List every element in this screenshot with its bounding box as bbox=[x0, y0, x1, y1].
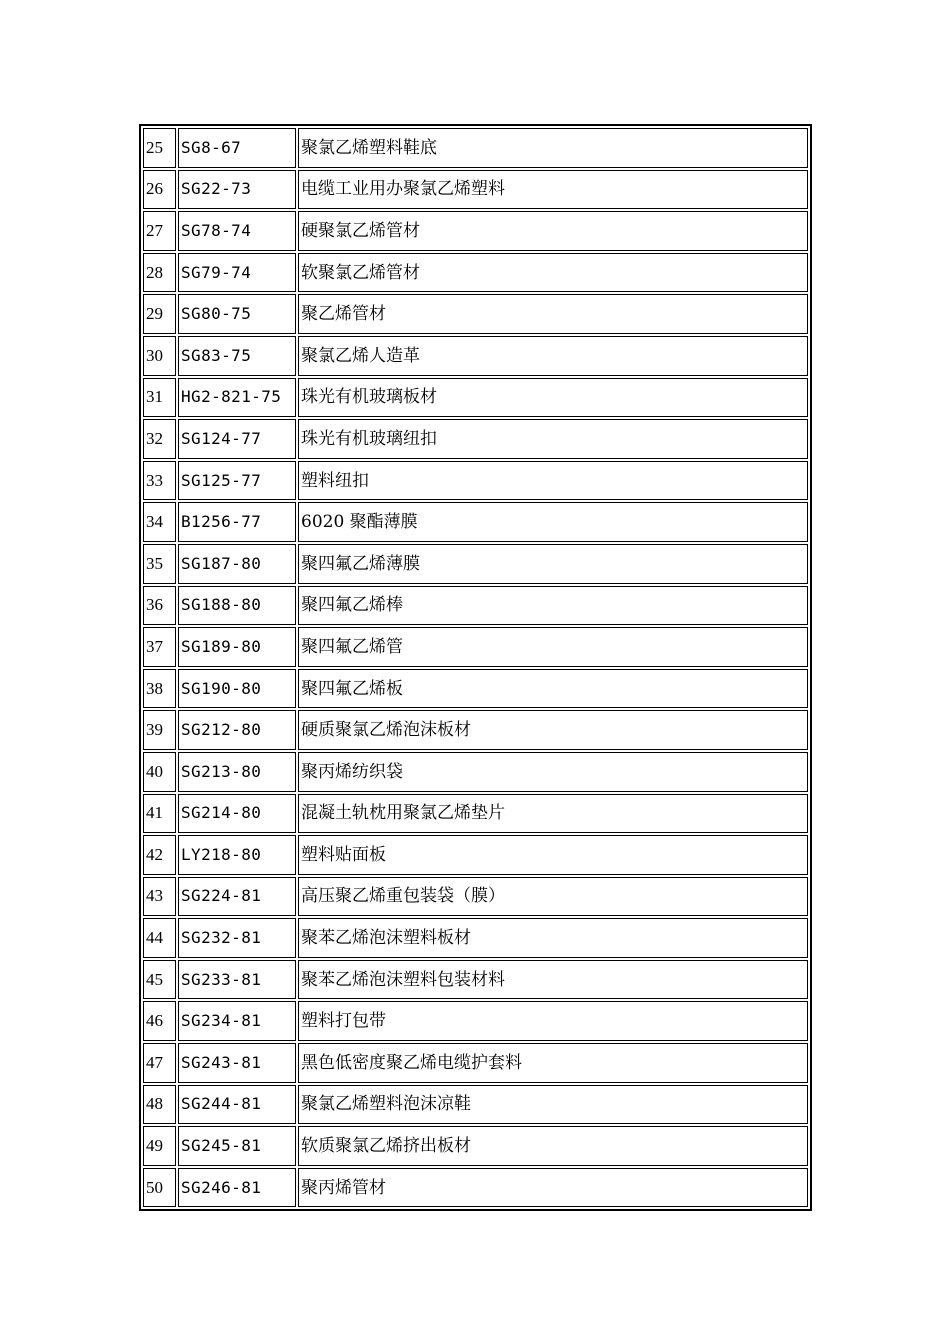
standard-code-cell: SG224-81 bbox=[178, 877, 296, 917]
standard-code-cell: SG8-67 bbox=[178, 128, 296, 168]
row-number-cell: 41 bbox=[143, 794, 176, 834]
standard-code-cell: SG188-80 bbox=[178, 586, 296, 626]
table-row bbox=[143, 835, 808, 875]
row-number-cell: 31 bbox=[143, 378, 176, 418]
standard-code-cell: SG233-81 bbox=[178, 960, 296, 1000]
row-number-cell: 48 bbox=[143, 1085, 176, 1125]
row-number-cell: 43 bbox=[143, 877, 176, 917]
row-number-cell: 26 bbox=[143, 170, 176, 210]
standard-name-cell: 聚苯乙烯泡沫塑料包装材料 bbox=[298, 960, 808, 1000]
standard-code-cell: SG22-73 bbox=[178, 170, 296, 210]
standard-name-cell: 聚乙烯管材 bbox=[298, 294, 808, 334]
standard-code-cell: SG125-77 bbox=[178, 461, 296, 501]
standard-code-cell: SG187-80 bbox=[178, 544, 296, 584]
standard-name-cell: 混凝土轨枕用聚氯乙烯垫片 bbox=[298, 794, 808, 834]
standard-code-cell: SG214-80 bbox=[178, 794, 296, 834]
row-number-cell: 46 bbox=[143, 1001, 176, 1041]
table-row bbox=[143, 794, 808, 834]
table-row bbox=[143, 419, 808, 459]
row-number-cell: 44 bbox=[143, 918, 176, 958]
standard-code-cell: SG246-81 bbox=[178, 1168, 296, 1208]
table-row bbox=[143, 1126, 808, 1166]
standard-name-cell: 硬质聚氯乙烯泡沫板材 bbox=[298, 710, 808, 750]
table-row bbox=[143, 1001, 808, 1041]
row-number-cell: 30 bbox=[143, 336, 176, 376]
standard-name-cell: 聚丙烯管材 bbox=[298, 1168, 808, 1208]
standard-code-cell: SG232-81 bbox=[178, 918, 296, 958]
table-row bbox=[143, 461, 808, 501]
standard-name-cell: 塑料贴面板 bbox=[298, 835, 808, 875]
standard-code-cell: SG78-74 bbox=[178, 211, 296, 251]
row-number-cell: 34 bbox=[143, 502, 176, 542]
row-number-cell: 47 bbox=[143, 1043, 176, 1083]
row-number-cell: 36 bbox=[143, 586, 176, 626]
standard-name-cell: 软聚氯乙烯管材 bbox=[298, 253, 808, 293]
standard-code-cell: SG244-81 bbox=[178, 1085, 296, 1125]
standard-code-cell: SG79-74 bbox=[178, 253, 296, 293]
row-number-cell: 33 bbox=[143, 461, 176, 501]
standards-table bbox=[139, 124, 812, 1211]
standard-name-cell: 珠光有机玻璃纽扣 bbox=[298, 419, 808, 459]
table-row bbox=[143, 128, 808, 168]
table-row bbox=[143, 502, 808, 542]
row-number-cell: 37 bbox=[143, 627, 176, 667]
standard-code-cell: SG234-81 bbox=[178, 1001, 296, 1041]
standard-name-cell: 聚氯乙烯塑料鞋底 bbox=[298, 128, 808, 168]
standard-code-cell: SG189-80 bbox=[178, 627, 296, 667]
standard-code-cell: SG212-80 bbox=[178, 710, 296, 750]
row-number-cell: 39 bbox=[143, 710, 176, 750]
table-row bbox=[143, 752, 808, 792]
table-row bbox=[143, 710, 808, 750]
row-number-cell: 45 bbox=[143, 960, 176, 1000]
row-number-cell: 42 bbox=[143, 835, 176, 875]
standard-name-cell: 聚氯乙烯人造革 bbox=[298, 336, 808, 376]
standard-code-cell: SG83-75 bbox=[178, 336, 296, 376]
table-row bbox=[143, 1168, 808, 1208]
table-row bbox=[143, 960, 808, 1000]
standard-code-cell: SG243-81 bbox=[178, 1043, 296, 1083]
table-row bbox=[143, 918, 808, 958]
row-number-cell: 32 bbox=[143, 419, 176, 459]
standard-name-cell: 聚氯乙烯塑料泡沫凉鞋 bbox=[298, 1085, 808, 1125]
standard-name-cell: 珠光有机玻璃板材 bbox=[298, 378, 808, 418]
standard-name-cell: 聚四氟乙烯棒 bbox=[298, 586, 808, 626]
standard-code-cell: HG2-821-75 bbox=[178, 378, 296, 418]
standard-name-cell: 塑料纽扣 bbox=[298, 461, 808, 501]
standard-name-cell: 聚四氟乙烯薄膜 bbox=[298, 544, 808, 584]
table-row bbox=[143, 294, 808, 334]
standard-code-cell: SG80-75 bbox=[178, 294, 296, 334]
row-number-cell: 38 bbox=[143, 669, 176, 709]
table-row bbox=[143, 627, 808, 667]
table-row bbox=[143, 336, 808, 376]
row-number-cell: 28 bbox=[143, 253, 176, 293]
standard-name-cell: 6020 聚酯薄膜 bbox=[298, 502, 808, 542]
row-number-cell: 50 bbox=[143, 1168, 176, 1208]
standard-name-cell: 聚四氟乙烯板 bbox=[298, 669, 808, 709]
standard-name-cell: 电缆工业用办聚氯乙烯塑料 bbox=[298, 170, 808, 210]
standard-code-cell: B1256-77 bbox=[178, 502, 296, 542]
standard-name-cell: 聚苯乙烯泡沫塑料板材 bbox=[298, 918, 808, 958]
table-row bbox=[143, 253, 808, 293]
standard-name-cell: 高压聚乙烯重包装袋（膜） bbox=[298, 877, 808, 917]
table-row bbox=[143, 1043, 808, 1083]
standard-code-cell: SG124-77 bbox=[178, 419, 296, 459]
row-number-cell: 35 bbox=[143, 544, 176, 584]
row-number-cell: 40 bbox=[143, 752, 176, 792]
standard-name-cell: 软质聚氯乙烯挤出板材 bbox=[298, 1126, 808, 1166]
standard-code-cell: SG245-81 bbox=[178, 1126, 296, 1166]
row-number-cell: 27 bbox=[143, 211, 176, 251]
standard-name-cell: 黑色低密度聚乙烯电缆护套料 bbox=[298, 1043, 808, 1083]
row-number-cell: 29 bbox=[143, 294, 176, 334]
standard-code-cell: LY218-80 bbox=[178, 835, 296, 875]
row-number-cell: 25 bbox=[143, 128, 176, 168]
standard-name-cell: 聚四氟乙烯管 bbox=[298, 627, 808, 667]
table-row bbox=[143, 170, 808, 210]
row-number-cell: 49 bbox=[143, 1126, 176, 1166]
table-row bbox=[143, 1085, 808, 1125]
standard-code-cell: SG213-80 bbox=[178, 752, 296, 792]
table-row bbox=[143, 211, 808, 251]
table-row bbox=[143, 378, 808, 418]
standard-name-cell: 硬聚氯乙烯管材 bbox=[298, 211, 808, 251]
standard-name-cell: 聚丙烯纺织袋 bbox=[298, 752, 808, 792]
table-row bbox=[143, 669, 808, 709]
standard-name-cell: 塑料打包带 bbox=[298, 1001, 808, 1041]
table-row bbox=[143, 544, 808, 584]
standards-table-body bbox=[143, 128, 808, 1207]
table-row bbox=[143, 586, 808, 626]
standard-code-cell: SG190-80 bbox=[178, 669, 296, 709]
table-row bbox=[143, 877, 808, 917]
